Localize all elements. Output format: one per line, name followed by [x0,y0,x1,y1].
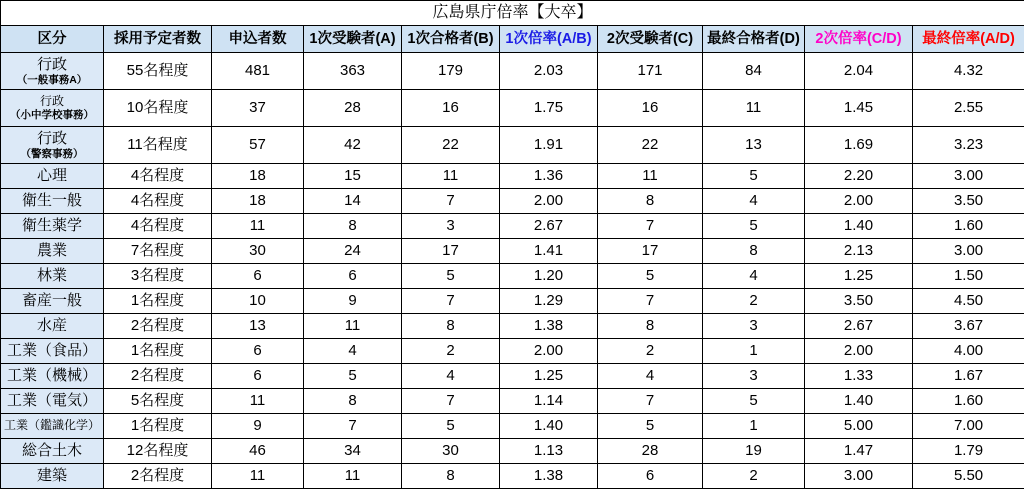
final-ratio-cell: 5.50 [913,464,1024,489]
column-header-6: 2次受験者(C) [598,26,703,53]
first-exam-count-cell: 363 [304,53,402,90]
first-exam-count-cell: 34 [304,439,402,464]
page-title: 広島県庁倍率【大卒】 [1,1,1024,26]
final-ratio-cell: 1.60 [913,389,1024,414]
category-cell [1,90,104,127]
applicants-count-cell: 6 [212,264,304,289]
final-ratio-cell: 4.32 [913,53,1024,90]
first-pass-count-cell: 11 [402,164,500,189]
second-ratio-cell: 1.25 [805,264,913,289]
planned-count-cell: 10名程度 [104,90,212,127]
second-ratio-cell: 2.00 [805,339,913,364]
second-exam-count-cell: 22 [598,127,703,164]
second-exam-count-cell: 7 [598,289,703,314]
final-ratio-cell: 3.00 [913,239,1024,264]
column-header-1: 採用予定者数 [104,26,212,53]
first-pass-count-cell: 3 [402,214,500,239]
first-pass-count-cell: 7 [402,389,500,414]
final-ratio-cell: 1.79 [913,439,1024,464]
category-name: 工業（電気） [7,392,97,409]
title-row [1,1,1024,26]
category-name: 林業 [37,267,67,284]
table-header-row [1,26,1024,53]
category-cell [1,439,104,464]
first-pass-count-cell: 8 [402,464,500,489]
applicants-count-cell: 9 [212,414,304,439]
final-pass-count-cell: 19 [703,439,805,464]
category-name: 工業（機械） [7,367,97,384]
first-exam-count-cell: 8 [304,214,402,239]
table-row [1,414,1024,439]
final-pass-count-cell: 13 [703,127,805,164]
first-pass-count-cell: 179 [402,53,500,90]
final-ratio-cell: 3.23 [913,127,1024,164]
second-exam-count-cell: 7 [598,214,703,239]
final-ratio-cell: 4.50 [913,289,1024,314]
category-cell [1,339,104,364]
final-ratio-cell: 3.50 [913,189,1024,214]
planned-count-cell: 4名程度 [104,189,212,214]
category-cell [1,289,104,314]
column-header-8: 2次倍率(C/D) [805,26,913,53]
second-exam-count-cell: 6 [598,464,703,489]
category-name: 衛生一般 [22,192,82,209]
final-ratio-cell: 3.67 [913,314,1024,339]
table-row [1,53,1024,90]
final-ratio-cell: 1.60 [913,214,1024,239]
applicants-count-cell: 481 [212,53,304,90]
category-name: 水産 [37,317,67,334]
first-ratio-cell: 1.40 [500,414,598,439]
category-cell [1,127,104,164]
final-pass-count-cell: 84 [703,53,805,90]
second-ratio-cell: 2.13 [805,239,913,264]
first-ratio-cell: 1.20 [500,264,598,289]
final-pass-count-cell: 5 [703,214,805,239]
second-exam-count-cell: 2 [598,339,703,364]
first-ratio-cell: 1.38 [500,464,598,489]
second-exam-count-cell: 16 [598,90,703,127]
planned-count-cell: 2名程度 [104,364,212,389]
planned-count-cell: 12名程度 [104,439,212,464]
first-exam-count-cell: 11 [304,314,402,339]
final-pass-count-cell: 5 [703,164,805,189]
second-exam-count-cell: 17 [598,239,703,264]
final-pass-count-cell: 11 [703,90,805,127]
category-name: 行政 [37,56,67,73]
column-header-4: 1次合格者(B) [402,26,500,53]
final-pass-count-cell: 2 [703,464,805,489]
category-cell [1,214,104,239]
planned-count-cell: 2名程度 [104,464,212,489]
table-row [1,464,1024,489]
first-ratio-cell: 1.25 [500,364,598,389]
planned-count-cell: 7名程度 [104,239,212,264]
table-row [1,189,1024,214]
final-ratio-cell: 3.00 [913,164,1024,189]
category-name: 総合土木 [22,442,82,459]
second-ratio-cell: 3.50 [805,289,913,314]
planned-count-cell: 5名程度 [104,389,212,414]
category-subname: （警察事務） [1,148,103,160]
second-ratio-cell: 1.69 [805,127,913,164]
category-cell [1,264,104,289]
category-name: 衛生薬学 [22,217,82,234]
first-exam-count-cell: 28 [304,90,402,127]
second-ratio-cell: 2.00 [805,189,913,214]
first-pass-count-cell: 5 [402,414,500,439]
final-ratio-cell: 1.50 [913,264,1024,289]
first-ratio-cell: 1.36 [500,164,598,189]
first-ratio-cell: 2.00 [500,339,598,364]
table-row [1,439,1024,464]
first-ratio-cell: 1.13 [500,439,598,464]
final-ratio-cell: 1.67 [913,364,1024,389]
first-ratio-cell: 2.67 [500,214,598,239]
first-ratio-cell: 1.29 [500,289,598,314]
final-pass-count-cell: 4 [703,189,805,214]
applicants-count-cell: 6 [212,364,304,389]
applicants-count-cell: 13 [212,314,304,339]
category-cell [1,314,104,339]
final-ratio-cell: 2.55 [913,90,1024,127]
first-exam-count-cell: 4 [304,339,402,364]
applicants-count-cell: 18 [212,164,304,189]
planned-count-cell: 4名程度 [104,164,212,189]
column-header-5: 1次倍率(A/B) [500,26,598,53]
first-exam-count-cell: 15 [304,164,402,189]
planned-count-cell: 3名程度 [104,264,212,289]
second-ratio-cell: 1.40 [805,214,913,239]
category-cell [1,189,104,214]
category-cell [1,239,104,264]
planned-count-cell: 1名程度 [104,289,212,314]
applicants-count-cell: 57 [212,127,304,164]
table-row [1,90,1024,127]
category-cell [1,389,104,414]
second-exam-count-cell: 28 [598,439,703,464]
final-ratio-cell: 4.00 [913,339,1024,364]
planned-count-cell: 11名程度 [104,127,212,164]
category-cell [1,464,104,489]
applicants-count-cell: 11 [212,464,304,489]
final-pass-count-cell: 3 [703,314,805,339]
first-pass-count-cell: 7 [402,189,500,214]
first-exam-count-cell: 8 [304,389,402,414]
first-pass-count-cell: 2 [402,339,500,364]
second-ratio-cell: 1.40 [805,389,913,414]
second-ratio-cell: 1.47 [805,439,913,464]
planned-count-cell: 55名程度 [104,53,212,90]
second-exam-count-cell: 11 [598,164,703,189]
table-row [1,364,1024,389]
category-cell [1,53,104,90]
first-ratio-cell: 1.91 [500,127,598,164]
second-ratio-cell: 2.04 [805,53,913,90]
applicants-count-cell: 46 [212,439,304,464]
column-header-2: 申込者数 [212,26,304,53]
first-ratio-cell: 2.03 [500,53,598,90]
first-exam-count-cell: 24 [304,239,402,264]
category-subname: （小中学校事務） [1,109,103,121]
category-name: 工業（鑑識化学） [4,418,100,432]
second-exam-count-cell: 5 [598,264,703,289]
first-pass-count-cell: 17 [402,239,500,264]
category-name: 行政 [40,94,64,108]
category-name: 畜産一般 [22,292,82,309]
table-row [1,389,1024,414]
second-exam-count-cell: 8 [598,314,703,339]
first-exam-count-cell: 14 [304,189,402,214]
planned-count-cell: 1名程度 [104,414,212,439]
applicants-count-cell: 10 [212,289,304,314]
column-header-3: 1次受験者(A) [304,26,402,53]
first-exam-count-cell: 9 [304,289,402,314]
table-row [1,239,1024,264]
final-pass-count-cell: 5 [703,389,805,414]
final-ratio-cell: 7.00 [913,414,1024,439]
applicants-count-cell: 30 [212,239,304,264]
category-name: 建築 [37,467,67,484]
first-exam-count-cell: 11 [304,464,402,489]
category-name: 工業（食品） [7,342,97,359]
second-exam-count-cell: 7 [598,389,703,414]
first-pass-count-cell: 5 [402,264,500,289]
second-ratio-cell: 2.20 [805,164,913,189]
category-name: 農業 [37,242,67,259]
second-ratio-cell: 3.00 [805,464,913,489]
table-row [1,264,1024,289]
second-ratio-cell: 1.45 [805,90,913,127]
first-ratio-cell: 1.14 [500,389,598,414]
first-pass-count-cell: 16 [402,90,500,127]
final-pass-count-cell: 8 [703,239,805,264]
category-cell [1,364,104,389]
applicants-count-cell: 6 [212,339,304,364]
final-pass-count-cell: 4 [703,264,805,289]
first-pass-count-cell: 8 [402,314,500,339]
table-row [1,214,1024,239]
second-exam-count-cell: 5 [598,414,703,439]
column-header-7: 最終合格者(D) [703,26,805,53]
first-exam-count-cell: 6 [304,264,402,289]
first-ratio-cell: 2.00 [500,189,598,214]
column-header-9: 最終倍率(A/D) [913,26,1024,53]
applicants-count-cell: 18 [212,189,304,214]
first-pass-count-cell: 7 [402,289,500,314]
first-pass-count-cell: 30 [402,439,500,464]
final-pass-count-cell: 3 [703,364,805,389]
first-pass-count-cell: 4 [402,364,500,389]
table-row [1,164,1024,189]
second-exam-count-cell: 8 [598,189,703,214]
first-ratio-cell: 1.75 [500,90,598,127]
category-cell [1,164,104,189]
applicants-count-cell: 11 [212,214,304,239]
applicants-count-cell: 37 [212,90,304,127]
first-exam-count-cell: 5 [304,364,402,389]
planned-count-cell: 4名程度 [104,214,212,239]
first-pass-count-cell: 22 [402,127,500,164]
first-ratio-cell: 1.38 [500,314,598,339]
final-pass-count-cell: 2 [703,289,805,314]
final-pass-count-cell: 1 [703,414,805,439]
category-name: 行政 [37,130,67,147]
second-ratio-cell: 2.67 [805,314,913,339]
table-row [1,314,1024,339]
second-ratio-cell: 1.33 [805,364,913,389]
second-ratio-cell: 5.00 [805,414,913,439]
planned-count-cell: 2名程度 [104,314,212,339]
first-ratio-cell: 1.41 [500,239,598,264]
category-name: 心理 [37,167,67,184]
applicants-count-cell: 11 [212,389,304,414]
second-exam-count-cell: 171 [598,53,703,90]
column-header-0: 区分 [1,26,104,53]
final-pass-count-cell: 1 [703,339,805,364]
planned-count-cell: 1名程度 [104,339,212,364]
second-exam-count-cell: 4 [598,364,703,389]
first-exam-count-cell: 7 [304,414,402,439]
category-cell [1,414,104,439]
table-row [1,289,1024,314]
category-subname: （一般事務A） [1,74,103,86]
table-row [1,339,1024,364]
table-row [1,127,1024,164]
first-exam-count-cell: 42 [304,127,402,164]
